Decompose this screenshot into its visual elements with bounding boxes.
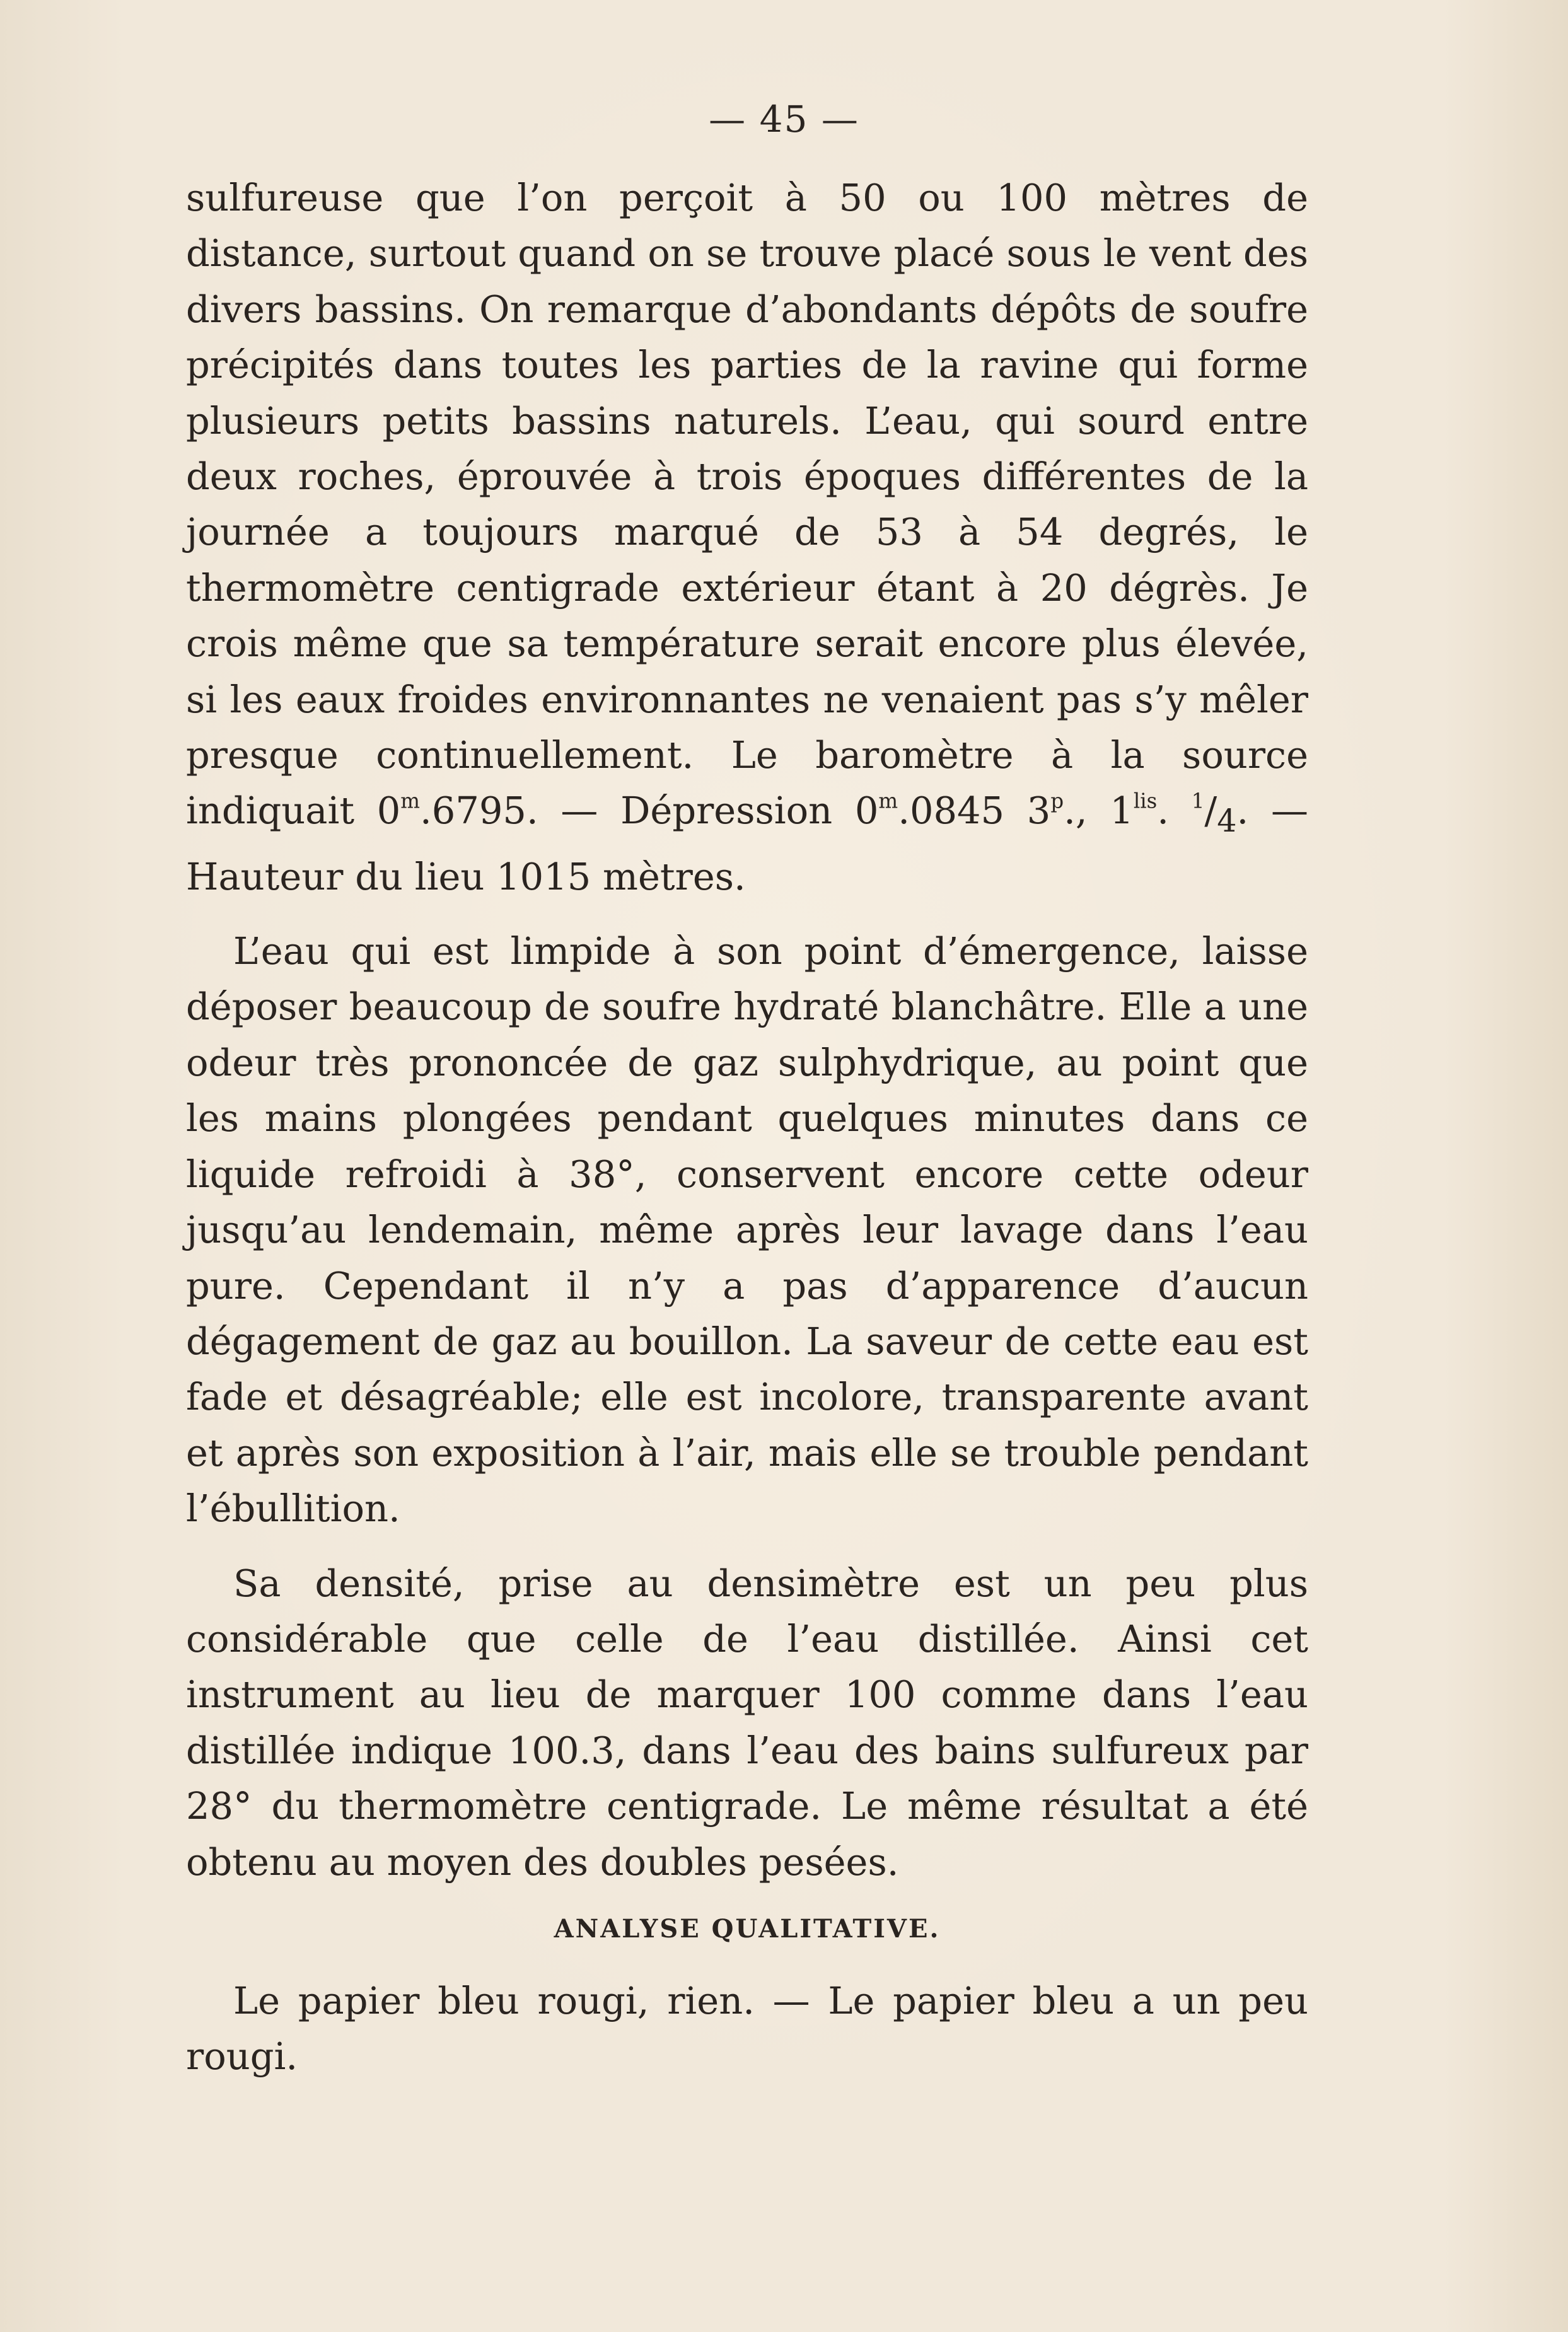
page-number: — 45 — bbox=[709, 98, 859, 141]
subscript: 4 bbox=[1217, 803, 1237, 840]
superscript: m bbox=[400, 789, 421, 814]
section-title: ANALYSE QUALITATIVE. bbox=[554, 1913, 941, 1944]
paragraph: sulfureuse que l’on perçoit à 50 ou 100 mètres de distance, surtout quand on se trouve placé sous le vent des divers bassins. On remarque d’abondants dépôts de soufre précipités dans toutes les parties de la ravine qui forme plusieurs petits bassins naturels. L’eau, qui sourd entre deux roches, éprouvée à trois époques différentes de la journée a toujours marqué de 53 à 54 degrés, le thermomètre centigrade extérieur étant à 20 dégrès. Je crois même que sa température serait encore plus élevée, si les eaux froides environnantes ne venaient pas s’y mêler presque continuellement. Le baromètre à la source indiquait 0$^m$.6795. — Dépression 0$^m$.0845 3$^p$., $1^{lis}$. $^1/_4$. — Hauteur du lieu 1015 mètres. bbox=[186, 176, 1309, 898]
superscript: lis bbox=[1133, 789, 1158, 814]
superscript: p bbox=[1050, 789, 1064, 814]
paragraph: L’eau qui est limpide à son point d’émergence, laisse déposer beaucoup de soufre hydraté blanchâtre. Elle a une odeur très prononcée de gaz sulphydrique, au point que les mains plongées pendant quelques minutes dans ce liquide refroidi à 38°, conservent encore cette odeur jusqu’au lendemain, même après leur lavage dans l’eau pure. Cependant il n’y a pas d’apparence d’aucun dégagement de gaz au bouillon. La saveur de cette eau est fade et désagréable; elle est incolore, transparente avant et après son exposition à l’air, mais elle se trouble pendant l’ébullition. bbox=[186, 929, 1308, 1531]
superscript: 1 bbox=[1191, 789, 1205, 814]
superscript: m bbox=[878, 789, 898, 814]
paragraph: Sa densité, prise au densimètre est un peu plus considérable que celle de l’eau distillée. Ainsi cet instrument au lieu de marquer 100 comme dans l’eau distillée indique 100.3, dans l’eau des bains sulfureux par 28° du thermomètre centigrade. Le même résultat a été obtenu au moyen des doubles pesées. bbox=[186, 1561, 1308, 1884]
body-text bbox=[186, 170, 1308, 2085]
last-line: Le papier bleu rougi, rien. — Le papier bleu a un peu rougi. bbox=[186, 1978, 1308, 2079]
